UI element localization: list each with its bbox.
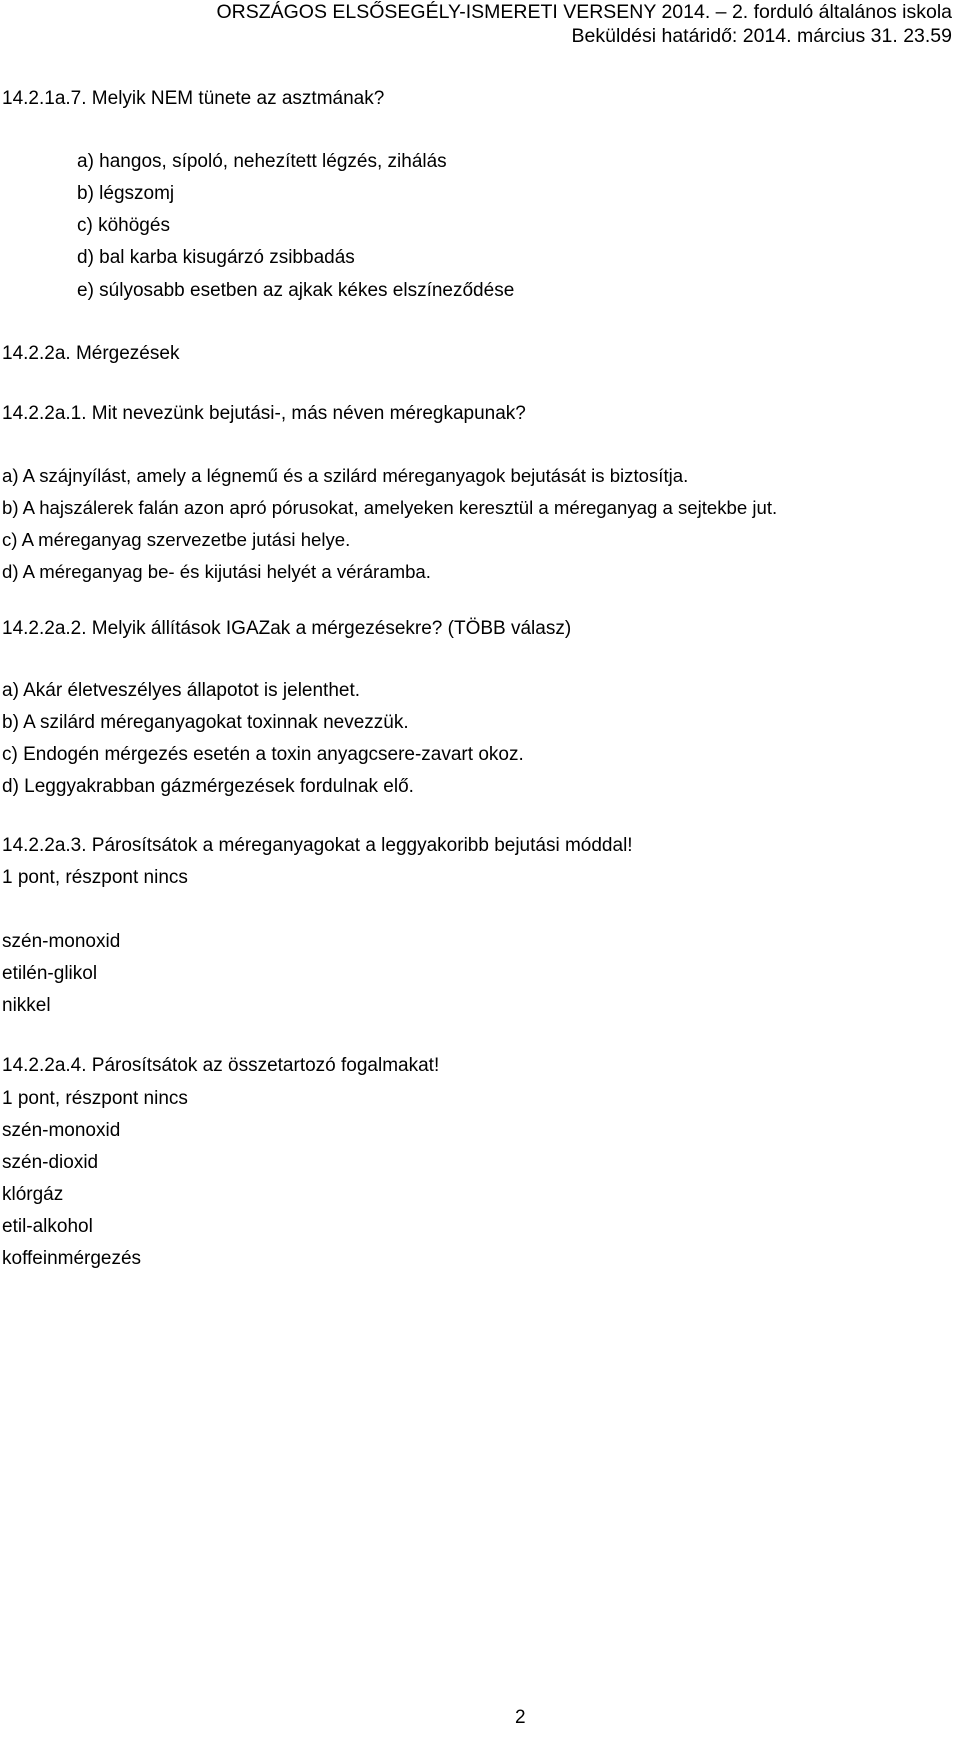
item-q4-2: szén-dioxid bbox=[2, 1152, 99, 1173]
option-q7-b: b) légszomj bbox=[77, 183, 175, 204]
option-q1-c: c) A méreganyag szervezetbe jutási helye. bbox=[2, 529, 351, 550]
page-number: 2 bbox=[515, 1707, 526, 1728]
page-header bbox=[216, 0, 952, 48]
item-q4-4: etil-alkohol bbox=[2, 1216, 93, 1237]
option-q7-c: c) köhögés bbox=[77, 215, 170, 236]
item-q4-5: koffeinmérgezés bbox=[2, 1248, 142, 1269]
question-title-q7: 14.2.1a.7. Melyik NEM tünete az asztmának? bbox=[2, 88, 385, 109]
item-q4-1: szén-monoxid bbox=[2, 1120, 121, 1141]
item-q3-1: szén-monoxid bbox=[2, 931, 121, 952]
option-q7-e: e) súlyosabb esetben az ajkak kékes elszíneződése bbox=[77, 280, 515, 301]
option-q1-d: d) A méreganyag be- és kijutási helyét a véráramba. bbox=[2, 561, 431, 582]
header-competition-title: ORSZÁGOS ELSŐSEGÉLY-ISMERETI VERSENY 2014. – 2. forduló általános iskola bbox=[216, 1, 952, 23]
option-q2-b: b) A szilárd méreganyagokat toxinnak nevezzük. bbox=[2, 712, 409, 733]
points-note-q3: 1 pont, részpont nincs bbox=[2, 867, 188, 888]
option-q7-d: d) bal karba kisugárzó zsibbadás bbox=[77, 247, 355, 268]
points-note-q4: 1 pont, részpont nincs bbox=[2, 1088, 188, 1109]
option-q1-a: a) A szájnyílást, amely a légnemű és a szilárd méreganyagok bejutását is biztosítja. bbox=[2, 465, 689, 486]
item-q3-3: nikkel bbox=[2, 995, 51, 1016]
option-q2-c: c) Endogén mérgezés esetén a toxin anyagcsere-zavart okoz. bbox=[2, 744, 524, 765]
question-title-q1: 14.2.2a.1. Mit nevezünk bejutási-, más néven méregkapunak? bbox=[2, 403, 526, 424]
item-q4-3: klórgáz bbox=[2, 1184, 64, 1205]
option-q7-a: a) hangos, sípoló, nehezített légzés, zihálás bbox=[77, 151, 447, 172]
option-q2-d: d) Leggyakrabban gázmérgezések fordulnak elő. bbox=[2, 776, 414, 797]
item-q3-2: etilén-glikol bbox=[2, 963, 98, 984]
question-title-q2: 14.2.2a.2. Melyik állítások IGAZak a mérgezésekre? (TÖBB válasz) bbox=[2, 618, 572, 639]
section-title: 14.2.2a. Mérgezések bbox=[2, 343, 180, 364]
option-q2-a: a) Akár életveszélyes állapotot is jelenthet. bbox=[2, 680, 361, 701]
header-deadline: Beküldési határidő: 2014. március 31. 23.59 bbox=[571, 25, 952, 47]
question-title-q4: 14.2.2a.4. Párosítsátok az összetartozó fogalmakat! bbox=[2, 1055, 440, 1076]
option-q1-b: b) A hajszálerek falán azon apró pórusokat, amelyeken keresztül a méreganyag a sejtekbe jut. bbox=[2, 497, 778, 518]
question-title-q3: 14.2.2a.3. Párosítsátok a méreganyagokat a leggyakoribb bejutási móddal! bbox=[2, 835, 633, 856]
